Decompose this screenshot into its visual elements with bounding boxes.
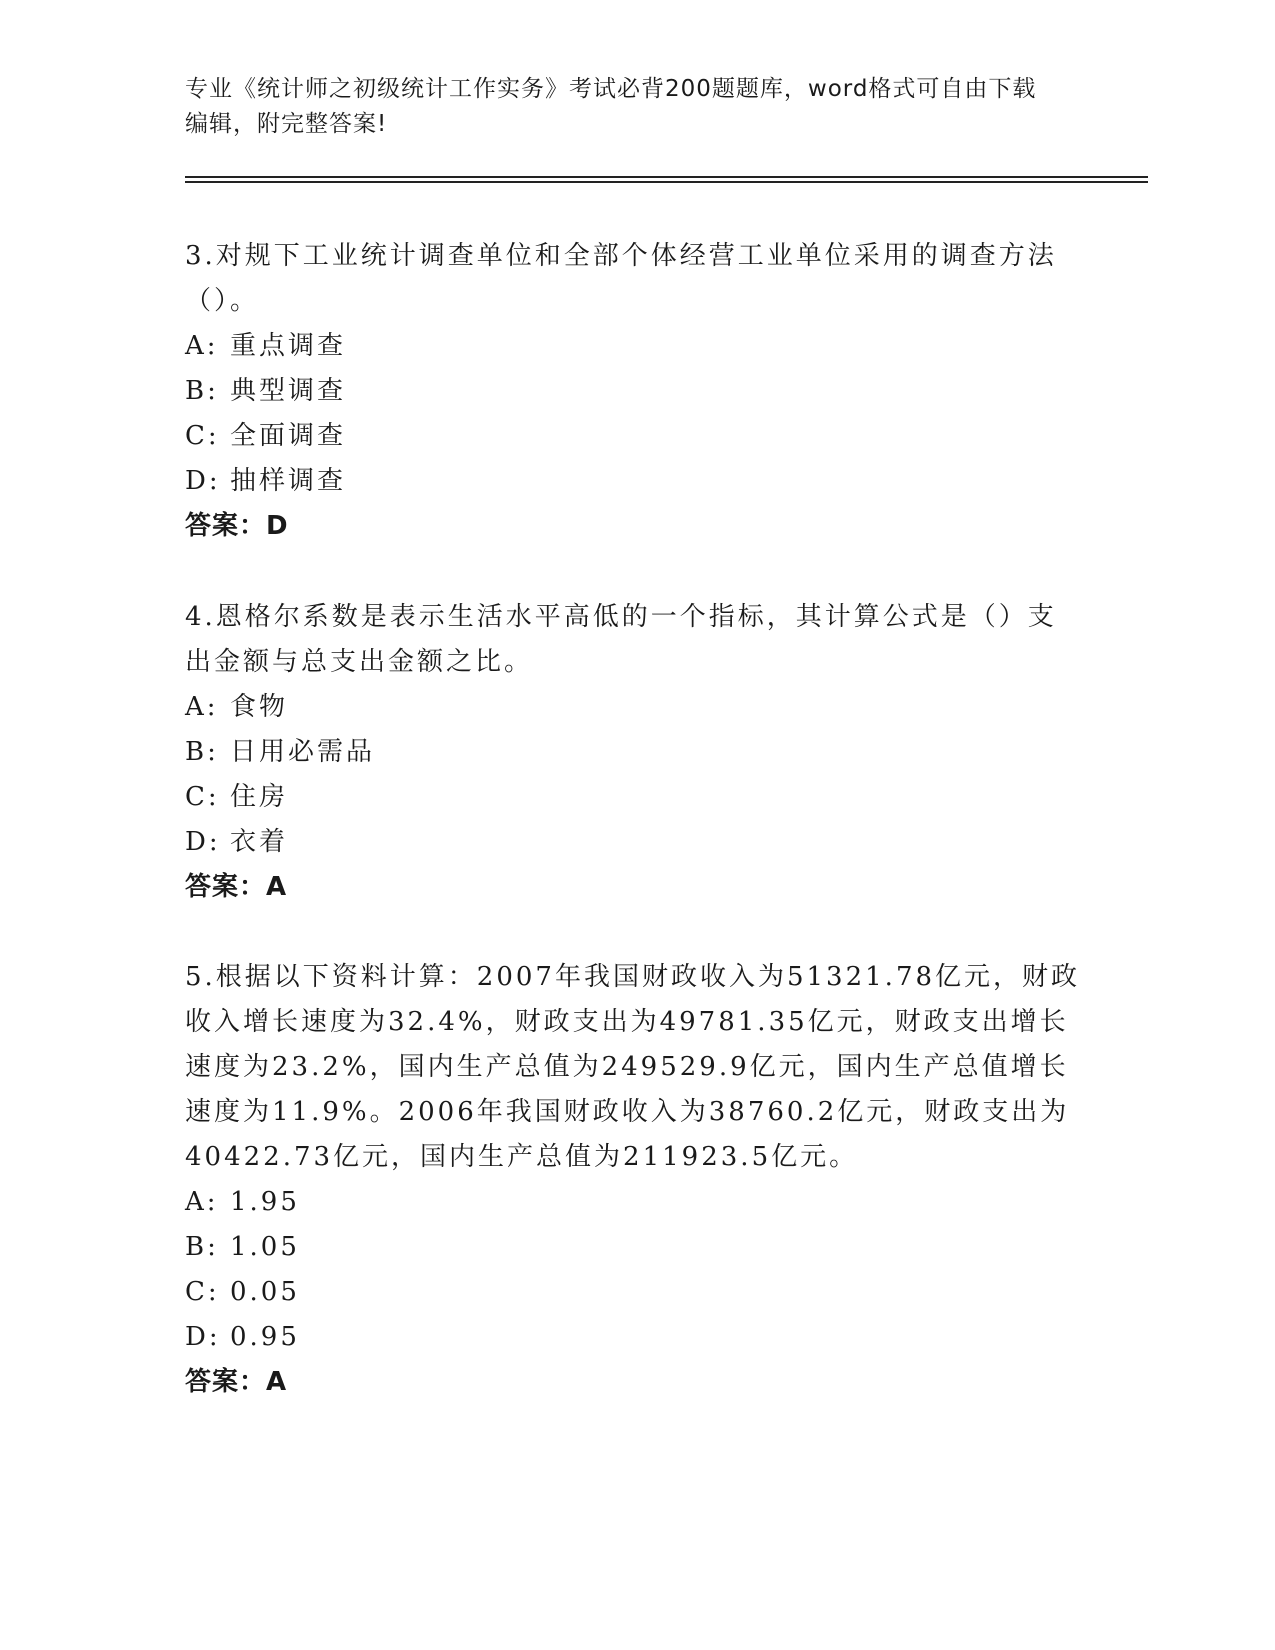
option-text: 全面调查 — [230, 421, 347, 451]
question-stem-line: 5.根据以下资料计算：2007年我国财政收入为51321.78亿元，财政 — [185, 962, 1081, 992]
option-text: 1.05 — [230, 1232, 300, 1262]
answer-line: 答案：D — [185, 511, 289, 541]
question-stem — [185, 234, 1085, 324]
header-line-2: 编辑，附完整答案! — [185, 111, 388, 137]
option-text: 食物 — [230, 692, 289, 722]
answer-line: 答案：A — [185, 872, 288, 902]
question-4 — [185, 595, 1085, 910]
option-text: 1.95 — [230, 1187, 300, 1217]
option-list — [185, 685, 1085, 865]
question-stem-line: （）。 — [185, 286, 260, 316]
option-a — [185, 1180, 1085, 1225]
option-text: 重点调查 — [230, 331, 347, 361]
option-text: 住房 — [230, 782, 289, 812]
option-text: 典型调查 — [230, 376, 347, 406]
option-letter: D: — [185, 1322, 221, 1352]
option-letter: C: — [185, 421, 220, 451]
option-letter: B: — [185, 1232, 219, 1262]
option-d — [185, 820, 1085, 865]
option-text: 0.05 — [230, 1277, 300, 1307]
question-stem-line: 收入增长速度为32.4%，财政支出为49781.35亿元，财政支出增长 — [185, 1007, 1069, 1037]
question-stem-line: 出金额与总支出金额之比。 — [185, 647, 534, 677]
option-text: 抽样调查 — [230, 466, 347, 496]
option-text: 衣着 — [230, 827, 289, 857]
option-a — [185, 324, 1085, 369]
option-letter: A: — [185, 1187, 219, 1217]
option-a — [185, 685, 1085, 730]
option-letter: C: — [185, 782, 220, 812]
option-letter: A: — [185, 331, 219, 361]
option-b — [185, 369, 1085, 414]
option-letter: D: — [185, 827, 221, 857]
option-text: 0.95 — [230, 1322, 300, 1352]
header-line-1: 专业《统计师之初级统计工作实务》考试必背200题题库，word格式可自由下载 — [185, 76, 1037, 102]
question-stem — [185, 955, 1085, 1180]
option-list — [185, 1180, 1085, 1360]
option-text: 日用必需品 — [230, 737, 376, 767]
option-letter: A: — [185, 692, 219, 722]
option-letter: B: — [185, 737, 219, 767]
option-list — [185, 324, 1085, 504]
option-letter: B: — [185, 376, 219, 406]
option-d — [185, 459, 1085, 504]
option-letter: C: — [185, 1277, 220, 1307]
header-divider-bottom — [185, 181, 1148, 183]
question-stem — [185, 595, 1085, 685]
question-5 — [185, 955, 1085, 1405]
question-stem-line: 速度为23.2%，国内生产总值为249529.9亿元，国内生产总值增长 — [185, 1052, 1069, 1082]
option-b — [185, 1225, 1085, 1270]
document-header — [185, 72, 1085, 142]
option-b — [185, 730, 1085, 775]
option-c — [185, 775, 1085, 820]
question-stem-line: 4.恩格尔系数是表示生活水平高低的一个指标，其计算公式是（）支 — [185, 602, 1057, 632]
option-letter: D: — [185, 466, 221, 496]
option-c — [185, 414, 1085, 459]
option-c — [185, 1270, 1085, 1315]
question-3 — [185, 234, 1085, 549]
option-d — [185, 1315, 1085, 1360]
question-stem-line: 3.对规下工业统计调查单位和全部个体经营工业单位采用的调查方法 — [185, 241, 1057, 271]
answer-line: 答案：A — [185, 1367, 288, 1397]
question-stem-line: 速度为11.9%。2006年我国财政收入为38760.2亿元，财政支出为 — [185, 1097, 1070, 1127]
header-divider-top — [185, 176, 1148, 178]
question-stem-line: 40422.73亿元，国内生产总值为211923.5亿元。 — [185, 1142, 859, 1172]
